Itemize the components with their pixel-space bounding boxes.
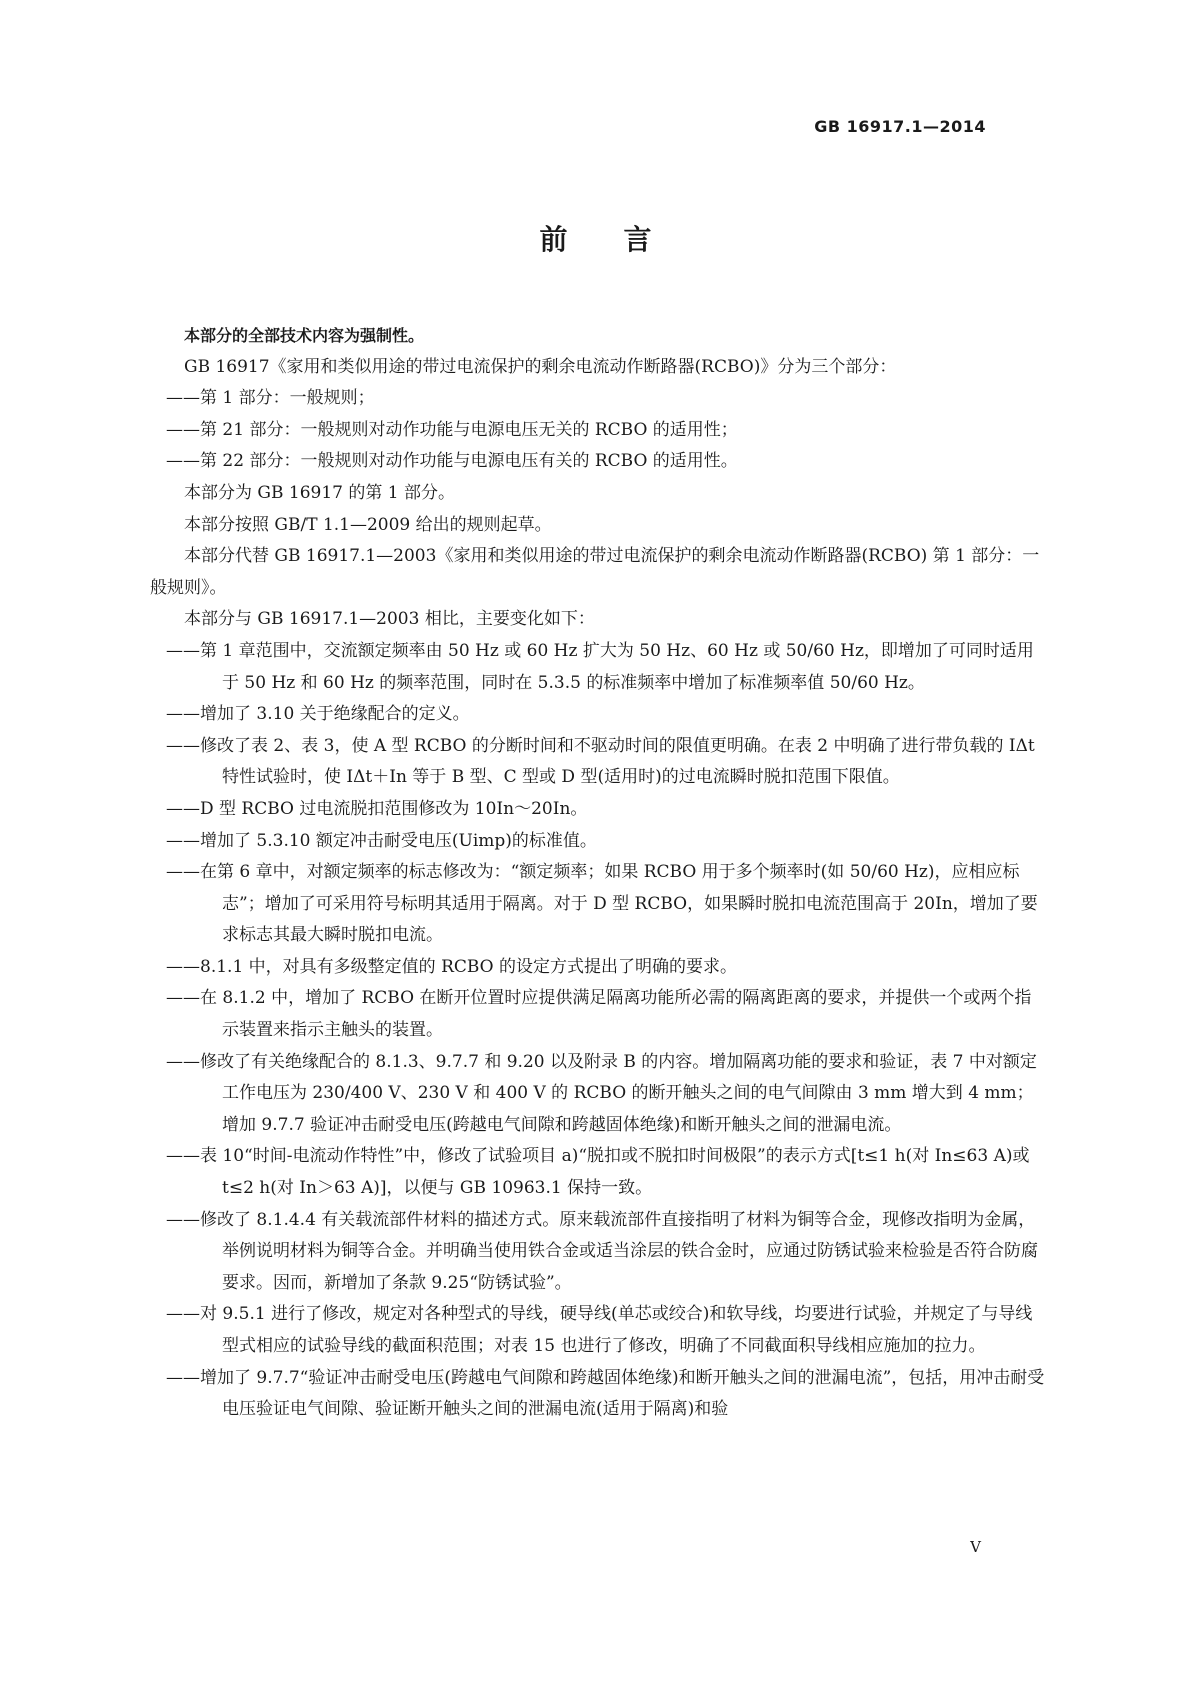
list-item: ——对 9.5.1 进行了修改，规定对各种型式的导线，硬导线(单芯或绞合)和软导线，均要进行试验，并规定了与导线型式相应的试验导线的截面积范围；对表 15 也进行了修改，明确了不同截面积导线相应施加的拉力。	[166, 1304, 1033, 1356]
paragraph: 本部分代替 GB 16917.1—2003《家用和类似用途的带过电流保护的剩余电流动作断路器(RCBO) 第 1 部分：一般规则》。	[150, 546, 1040, 598]
mandatory-statement: 本部分的全部技术内容为强制性。	[184, 326, 425, 345]
list-item: ——第 21 部分：一般规则对动作功能与电源电压无关的 RCBO 的适用性；	[166, 419, 738, 440]
list-item: ——D 型 RCBO 过电流脱扣范围修改为 10In～20In。	[166, 798, 588, 819]
page-title: 前 言	[539, 223, 652, 256]
list-item: ——增加了 5.3.10 额定冲击耐受电压(Uimp)的标准值。	[166, 830, 597, 851]
list-item: ——第 1 章范围中，交流额定频率由 50 Hz 或 60 Hz 扩大为 50 Hz、60 Hz 或 50/60 Hz，即增加了可同时适用于 50 Hz 和 60 Hz 的频率范围，同时在 5.3.5 的标准频率中增加了标准频率值 50/60 Hz。	[166, 640, 1034, 693]
list-item: ——第 1 部分：一般规则；	[166, 388, 375, 409]
list-item: ——第 22 部分：一般规则对动作功能与电源电压有关的 RCBO 的适用性。	[166, 451, 738, 472]
paragraph: 本部分与 GB 16917.1—2003 相比，主要变化如下：	[184, 609, 595, 630]
paragraph: 本部分为 GB 16917 的第 1 部分。	[184, 482, 455, 503]
list-item: ——修改了表 2、表 3，使 A 型 RCBO 的分断时间和不驱动时间的限值更明确。在表 2 中明确了进行带负载的 IΔt 特性试验时，使 IΔt＋In 等于 B 型、C 型或 D 型(适用时)的过电流瞬时脱扣范围下限值。	[166, 735, 1035, 788]
list-item: ——表 10“时间-电流动作特性”中，修改了试验项目 a)“脱扣或不脱扣时间极限”的表示方式[t≤1 h(对 In≤63 A)或 t≤2 h(对 In＞63 A)]，以便与 GB 10963.1 保持一致。	[166, 1146, 1030, 1199]
list-item: ——增加了 9.7.7“验证冲击耐受电压(跨越电气间隙和跨越固体绝缘)和断开触头之间的泄漏电流”，包括，用冲击耐受电压验证电气间隙、验证断开触头之间的泄漏电流(适用于隔离)和验	[166, 1367, 1045, 1420]
paragraph: 本部分按照 GB/T 1.1—2009 给出的规则起草。	[184, 514, 552, 535]
document-body	[150, 320, 1045, 1426]
list-item: ——在第 6 章中，对额定频率的标志修改为：“额定频率；如果 RCBO 用于多个频率时(如 50/60 Hz)，应相应标志”；增加了可采用符号标明其适用于隔离。对于 D 型 RCBO，如果瞬时脱扣电流范围高于 20In，增加了要求标志其最大瞬时脱扣电流。	[166, 862, 1038, 946]
list-item: ——在 8.1.2 中，增加了 RCBO 在断开位置时应提供满足隔离功能所必需的隔离距离的要求，并提供一个或两个指示装置来指示主触头的装置。	[166, 988, 1032, 1041]
list-item: ——修改了有关绝缘配合的 8.1.3、9.7.7 和 9.20 以及附录 B 的内容。增加隔离功能的要求和验证，表 7 中对额定工作电压为 230/400 V、230 V 和 400 V 的 RCBO 的断开触头之间的电气间隙由 3 mm 增大到 4 mm；增加 9.7.7 验证冲击耐受电压(跨越电气间隙和跨越固体绝缘)和断开触头之间的泄漏电流。	[166, 1051, 1037, 1135]
paragraph: GB 16917《家用和类似用途的带过电流保护的剩余电流动作断路器(RCBO)》分为三个部分：	[184, 356, 897, 377]
standard-number: GB 16917.1—2014	[814, 117, 986, 136]
page-number: V	[970, 1538, 981, 1556]
list-item: ——8.1.1 中，对具有多级整定值的 RCBO 的设定方式提出了明确的要求。	[166, 956, 738, 977]
list-item: ——增加了 3.10 关于绝缘配合的定义。	[166, 704, 470, 725]
list-item: ——修改了 8.1.4.4 有关载流部件材料的描述方式。原来载流部件直接指明了材料为铜等合金，现修改指明为金属，举例说明材料为铜等合金。并明确当使用铁合金或适当涂层的铁合金时，应通过防锈试验来检验是否符合防腐要求。因而，新增加了条款 9.25“防锈试验”。	[166, 1209, 1038, 1293]
